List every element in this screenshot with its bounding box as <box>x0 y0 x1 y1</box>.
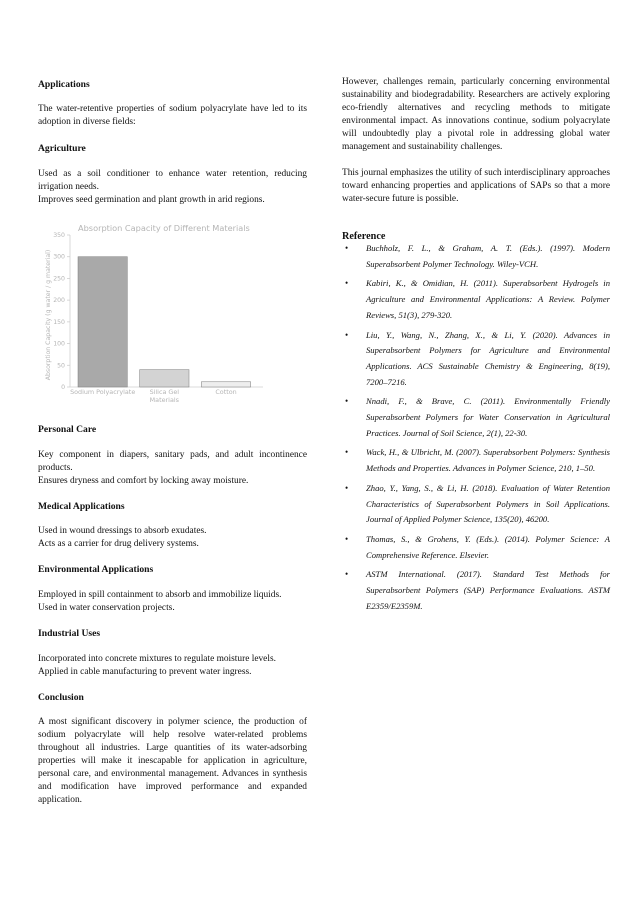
applications-heading: Applications <box>38 79 90 90</box>
challenges-paragraph: However, challenges remain, particularly concerning environmental sustainability and biodegradability. Researchers are actively exploring eco-friendly alternatives and recycling methods to mitigate environmental impact. As innovations continue, sodium polyacrylate will undoubtedly play a pivotal role in addressing global water management and sustainability challenges. <box>342 77 610 152</box>
chart-y-tick-label: 100 <box>53 340 65 348</box>
personal-care-text-1: Key component in diapers, sanitary pads, and adult incontinence products. <box>38 450 307 473</box>
agriculture-text-1: Used as a soil conditioner to enhance water retention, reducing irrigation needs. <box>38 169 307 192</box>
industrial-heading: Industrial Uses <box>38 628 101 639</box>
chart-x-tick-label: Cotton <box>215 388 237 396</box>
reference-item: • ASTM International. (2017). Standard Test Methods for Superabsorbent Polymers (SAP) Performance Evaluations. ASTM E2359/E2359M. <box>342 567 610 614</box>
chart-y-tick-label: 0 <box>61 384 65 391</box>
agriculture-heading: Agriculture <box>38 143 86 154</box>
chart-y-tick-label: 350 <box>53 232 65 239</box>
chart-y-ticks <box>53 232 70 391</box>
industrial-text-1: Incorporated into concrete mixtures to regulate moisture levels. <box>38 654 276 664</box>
applications-intro: The water-retentive properties of sodium polyacrylate have led to its adoption in diverse fields: <box>38 104 307 127</box>
chart-bar <box>140 370 189 387</box>
medical-text-1: Used in wound dressings to absorb exudates. <box>38 526 207 536</box>
environmental-heading: Environmental Applications <box>38 564 154 575</box>
chart-x-tick-label: Sodium Polyacrylate <box>70 388 136 396</box>
chart-title: Absorption Capacity of Different Materials <box>78 223 250 233</box>
personal-care-heading: Personal Care <box>38 424 97 435</box>
reference-item: • Zhao, Y., Yang, S., & Li, H. (2018). Evaluation of Water Retention Characteristics of Superabsorbent Polymers in Soil Applications. Journal of Applied Polymer Science, 135(20), 46200. <box>342 481 610 528</box>
reference-item: • Thomas, S., & Grohens, Y. (Eds.). (2014). Polymer Science: A Comprehensive Reference. Elsevier. <box>342 532 610 563</box>
reference-item: • Wack, H., & Ulbricht, M. (2007). Superabsorbent Polymers: Synthesis Methods and Properties. Advances in Polymer Science, 210, 1–50. <box>342 445 610 476</box>
chart-bar <box>78 257 127 387</box>
conclusion-heading: Conclusion <box>38 692 84 703</box>
medical-text-2: Acts as a carrier for drug delivery systems. <box>38 539 199 549</box>
chart-y-tick-label: 200 <box>53 297 65 305</box>
chart-y-tick-label: 250 <box>53 275 65 283</box>
agriculture-text-2: Improves seed germination and plant growth in arid regions. <box>38 195 265 205</box>
personal-care-text-2: Ensures dryness and comfort by locking away moisture. <box>38 476 249 486</box>
environmental-text-1: Employed in spill containment to absorb and immobilize liquids. <box>38 590 282 600</box>
medical-heading: Medical Applications <box>38 501 125 512</box>
chart-x-tick-labels <box>70 388 237 404</box>
environmental-text-2: Used in water conservation projects. <box>38 603 175 613</box>
chart-y-tick-label: 300 <box>53 253 65 261</box>
reference-list <box>342 241 610 618</box>
conclusion-text: A most significant discovery in polymer science, the production of sodium polyacrylate will help resolve water-related problems throughout all industries. Large quantities of its water-adsorbing properties will make it inescapable for application in agriculture, personal care, and environmental management. Advances in synthesis and modification have improved performance and expanded application. <box>38 717 307 805</box>
reference-item: • Liu, Y., Wang, N., Zhang, X., & Li, Y. (2020). Advances in Superabsorbent Polymers for Agriculture and Environmental Applications. ACS Sustainable Chemistry & Engineering, 8(19), 7200–7216. <box>342 328 610 391</box>
chart-bar <box>201 382 250 387</box>
chart-bars <box>78 257 251 387</box>
reference-item: • Nnadi, F., & Brave, C. (2011). Environmentally Friendly Superabsorbent Polymers for Water Conservation in Agricultural Practices. Journal of Soil Science, 2(1), 22-30. <box>342 394 610 441</box>
journal-paragraph: This journal emphasizes the utility of such interdisciplinary approaches toward enhancing properties and applications of SAPs so that a more water-secure future is possible. <box>342 168 610 204</box>
chart-x-tick-label: Materials <box>149 396 179 404</box>
reference-item: • Kabiri, K., & Omidian, H. (2011). Superabsorbent Hydrogels in Agriculture and Environmental Applications: A Review. Polymer Reviews, 51(3), 279-320. <box>342 276 610 323</box>
chart-x-tick-label: Silica Gel <box>149 388 180 396</box>
chart-y-axis-label: Absorption Capacity (g water / g material) <box>45 249 52 381</box>
reference-item: • Buchholz, F. L., & Graham, A. T. (Eds.). (1997). Modern Superabsorbent Polymer Technology. Wiley-VCH. <box>342 241 610 272</box>
absorption-chart <box>38 217 268 407</box>
chart-y-tick-label: 150 <box>53 318 65 326</box>
chart-y-tick-label: 50 <box>57 362 65 370</box>
industrial-text-2: Applied in cable manufacturing to prevent water ingress. <box>38 667 252 677</box>
reference-heading: Reference <box>342 231 386 242</box>
